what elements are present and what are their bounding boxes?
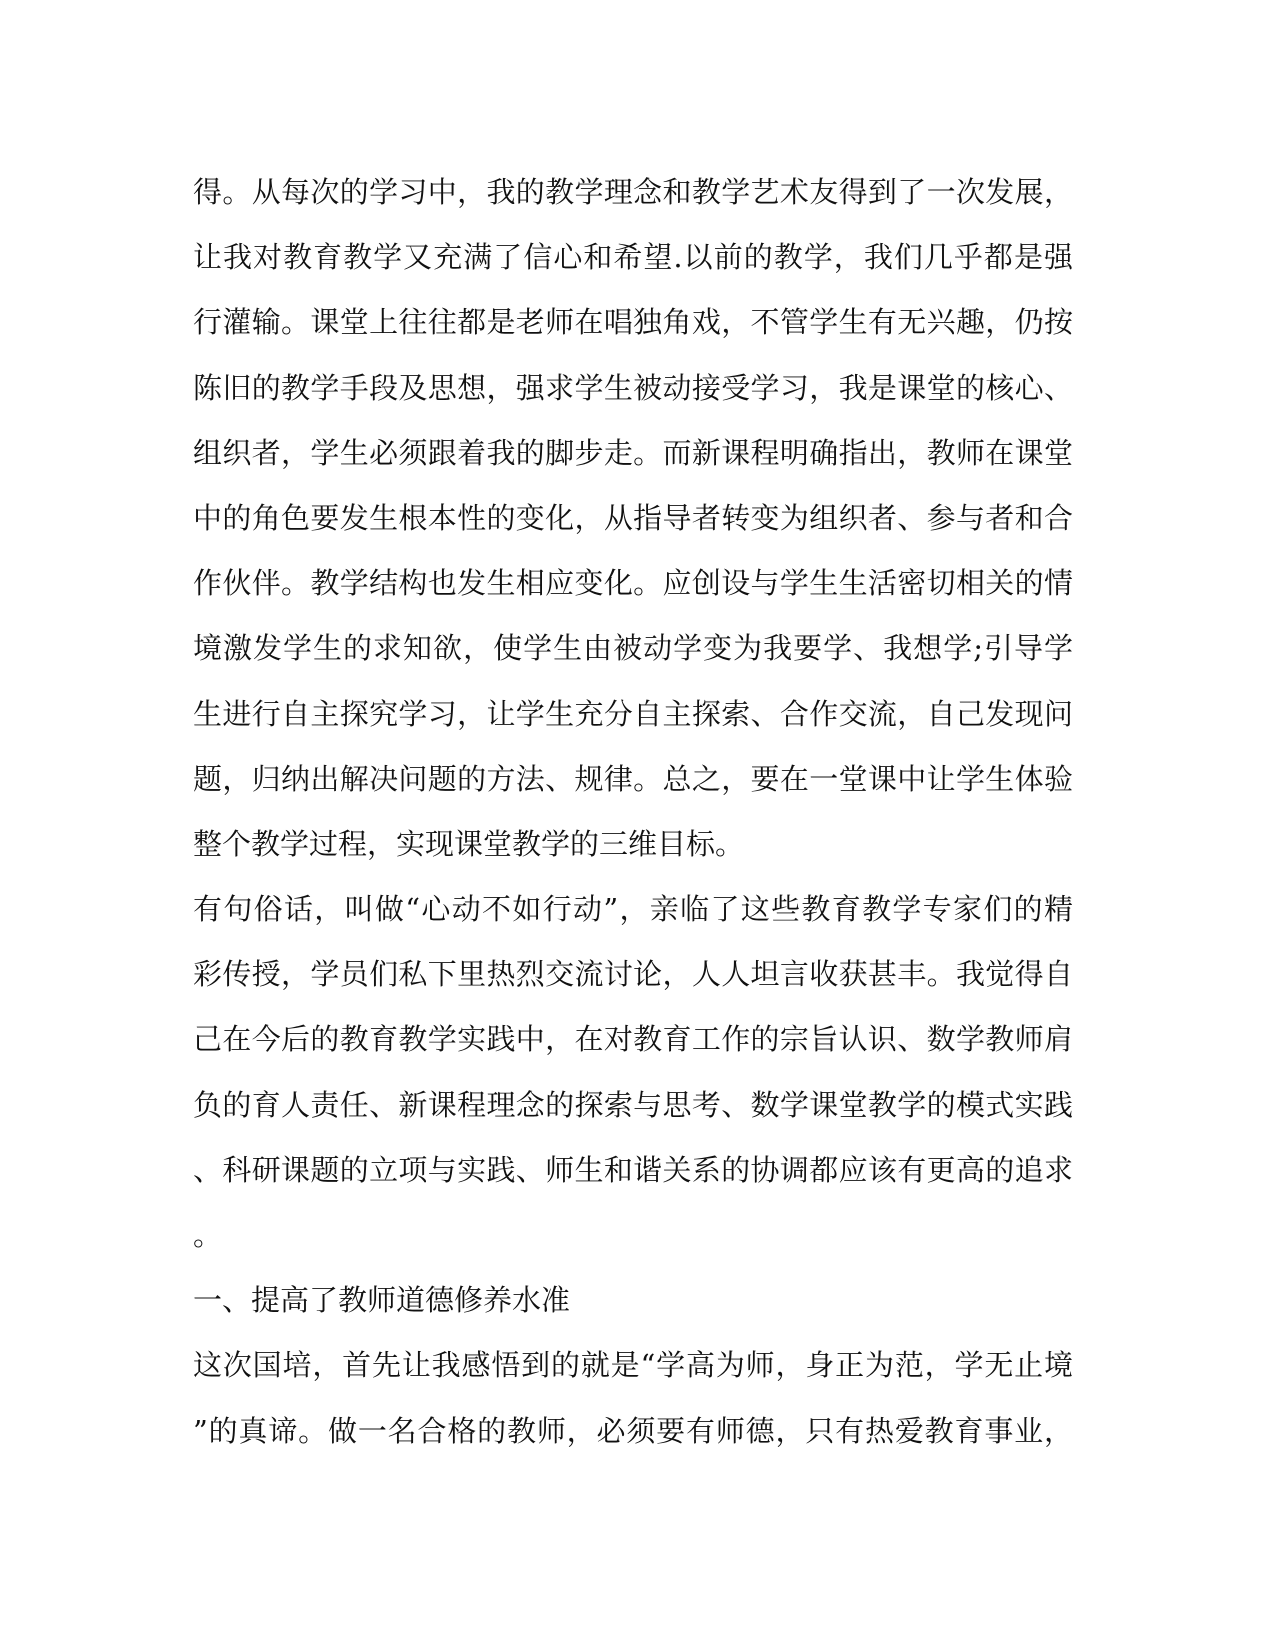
text-line: 境激发学生的求知欲，使学生由被动学变为我要学、我想学;引导学 <box>193 631 1073 666</box>
section-heading: 一、提高了教师道德修养水准 <box>193 1283 571 1318</box>
text-line: 。 <box>193 1218 223 1252</box>
text-line: 让我对教育教学又充满了信心和希望.以前的教学，我们几乎都是强 <box>193 240 1073 275</box>
text-line: 彩传授，学员们私下里热烈交流讨论，人人坦言收获甚丰。我觉得自 <box>193 957 1073 992</box>
text-line: 整个教学过程，实现课堂教学的三维目标。 <box>193 826 745 861</box>
text-line: 生进行自主探究学习，让学生充分自主探索、合作交流，自己发现问 <box>193 696 1073 731</box>
body-text <box>193 160 1073 1464</box>
text-line: 得。从每次的学习中，我的教学理念和教学艺术友得到了一次发展， <box>193 175 1073 209</box>
text-line: 这次国培，首先让我感悟到的就是“学高为师，身正为范，学无止境 <box>193 1348 1073 1383</box>
text-line: 作伙伴。教学结构也发生相应变化。应创设与学生生活密切相关的情 <box>193 566 1073 601</box>
text-line: 、科研课题的立项与实践、师生和谐关系的协调都应该有更高的追求 <box>193 1152 1073 1187</box>
text-line: 组织者，学生必须跟着我的脚步走。而新课程明确指出，教师在课堂 <box>193 435 1073 470</box>
text-line: 己在今后的教育教学实践中，在对教育工作的宗旨认识、数学教师肩 <box>193 1022 1073 1057</box>
text-line: 有句俗话，叫做“心动不如行动”，亲临了这些教育教学专家们的精 <box>193 892 1073 927</box>
text-line: 行灌输。课堂上往往都是老师在唱独角戏，不管学生有无兴趣，仍按 <box>193 305 1073 340</box>
text-line: 陈旧的教学手段及思想，强求学生被动接受学习，我是课堂的核心、 <box>193 370 1073 405</box>
text-line: 负的育人责任、新课程理念的探索与思考、数学课堂教学的模式实践 <box>193 1087 1073 1122</box>
text-line: 中的角色要发生根本性的变化，从指导者转变为组织者、参与者和合 <box>193 500 1073 535</box>
text-line: 题，归纳出解决问题的方法、规律。总之，要在一堂课中让学生体验 <box>193 761 1073 796</box>
text-line: ”的真谛。做一名合格的教师，必须要有师德，只有热爱教育事业， <box>193 1413 1073 1448</box>
